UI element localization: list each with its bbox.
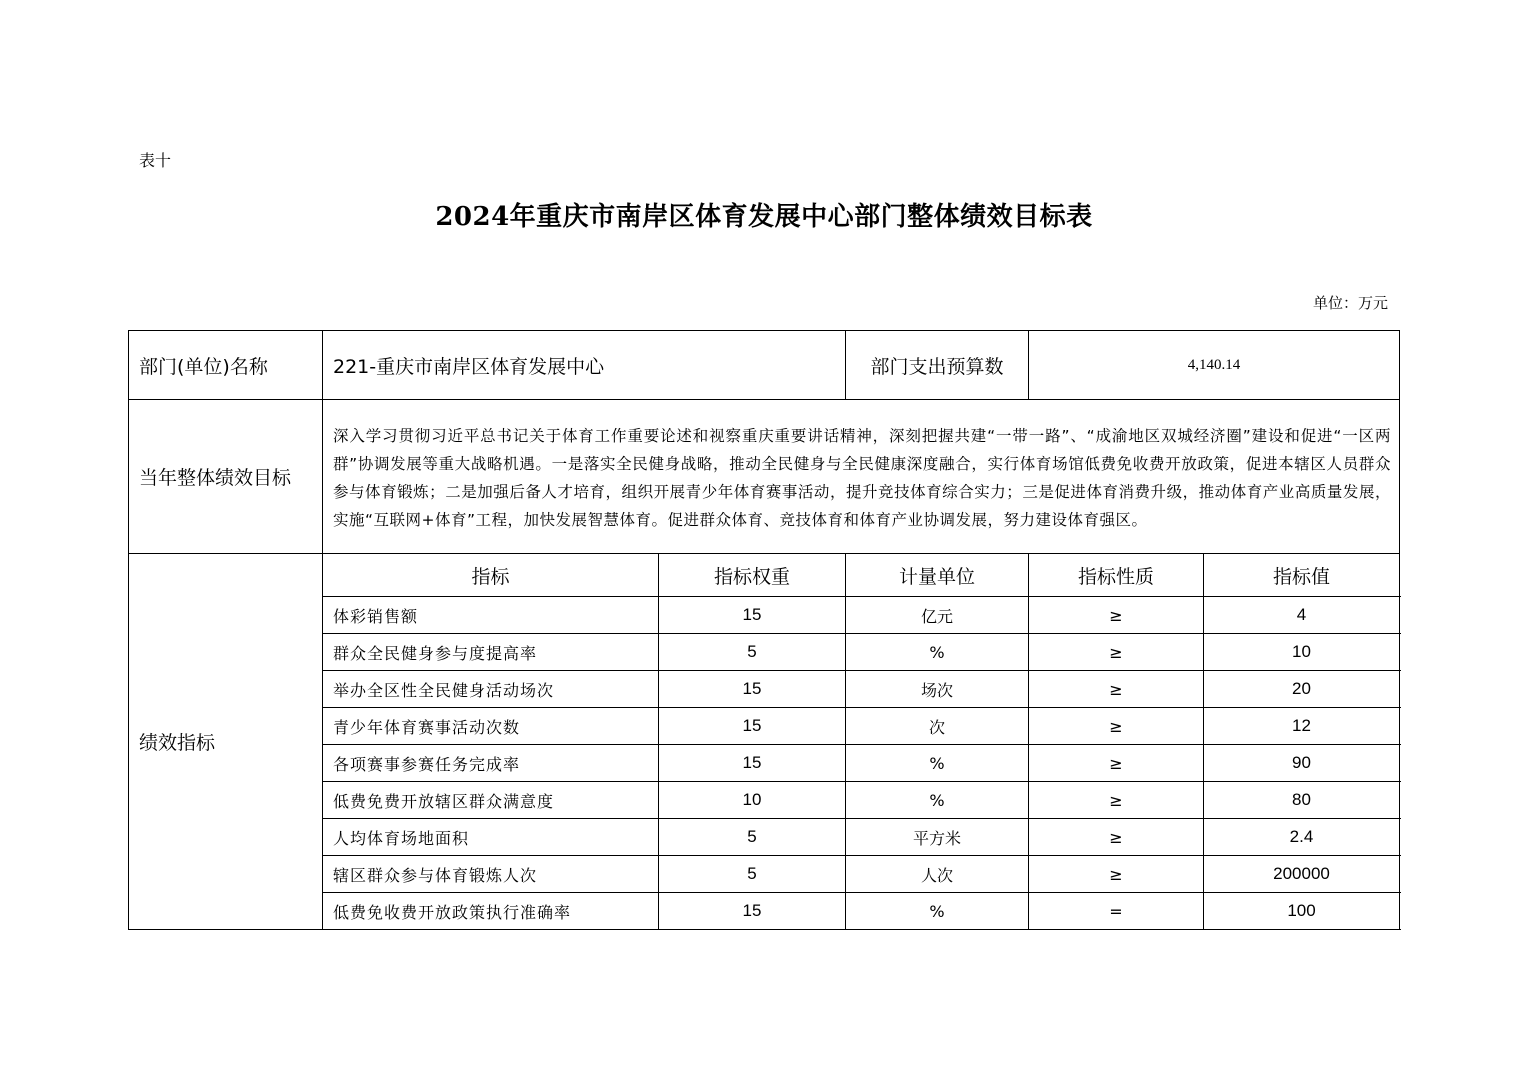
- indicator-name: 群众全民健身参与度提高率: [323, 634, 659, 671]
- indicator-weight: 15: [659, 597, 846, 634]
- indicator-name: 各项赛事参赛任务完成率: [323, 745, 659, 782]
- header-weight: 指标权重: [659, 554, 846, 597]
- indicator-unit: %: [846, 782, 1029, 819]
- indicator-name: 人均体育场地面积: [323, 819, 659, 856]
- indicator-weight: 10: [659, 782, 846, 819]
- indicator-nature: ≥: [1029, 634, 1204, 671]
- budget-label: 部门支出预算数: [846, 331, 1029, 400]
- indicator-name: 低费免费开放辖区群众满意度: [323, 782, 659, 819]
- goal-label: 当年整体绩效目标: [129, 400, 323, 554]
- indicator-unit: 亿元: [846, 597, 1029, 634]
- goal-text: 深入学习贯彻习近平总书记关于体育工作重要论述和视察重庆重要讲话精神，深刻把握共建“一带一路”、“成渝地区双城经济圈”建设和促进“一区两群”协调发展等重大战略机遇。一是落实全民健身战略，推动全民健身与全民健康深度融合，实行体育场馆低费免收费开放政策，促进本辖区人员群众参与体育锻炼；二是加强后备人才培育，组织开展青少年体育赛事活动，提升竞技体育综合实力；三是促进体育消费升级，推动体育产业高质量发展，实施“互联网+体育”工程，加快发展智慧体育。促进群众体育、竞技体育和体育产业协调发展，努力建设体育强区。: [323, 400, 1400, 554]
- indicator-weight: 15: [659, 708, 846, 745]
- indicator-weight: 5: [659, 819, 846, 856]
- dept-name-label: 部门(单位)名称: [129, 331, 323, 400]
- indicators-label: 绩效指标: [129, 554, 323, 930]
- indicator-value: 80: [1204, 782, 1400, 819]
- indicator-unit: 平方米: [846, 819, 1029, 856]
- indicator-value: 100: [1204, 893, 1400, 930]
- indicator-value: 10: [1204, 634, 1400, 671]
- table-label: 表十: [139, 151, 172, 170]
- dept-row: [129, 331, 1400, 400]
- indicator-value: 12: [1204, 708, 1400, 745]
- indicator-name: 低费免收费开放政策执行准确率: [323, 893, 659, 930]
- indicator-value: 20: [1204, 671, 1400, 708]
- indicator-nature: ≥: [1029, 708, 1204, 745]
- indicator-nature: ≥: [1029, 782, 1204, 819]
- indicator-nature: =: [1029, 893, 1204, 930]
- indicator-weight: 5: [659, 856, 846, 893]
- indicator-header-row: [129, 554, 1400, 597]
- indicator-weight: 15: [659, 745, 846, 782]
- indicator-name: 举办全区性全民健身活动场次: [323, 671, 659, 708]
- indicator-unit: %: [846, 893, 1029, 930]
- indicator-value: 4: [1204, 597, 1400, 634]
- indicator-nature: ≥: [1029, 819, 1204, 856]
- indicator-weight: 15: [659, 671, 846, 708]
- indicator-nature: ≥: [1029, 671, 1204, 708]
- indicator-name: 体彩销售额: [323, 597, 659, 634]
- indicator-nature: ≥: [1029, 745, 1204, 782]
- budget-value: 4,140.14: [1029, 331, 1400, 400]
- indicator-name: 青少年体育赛事活动次数: [323, 708, 659, 745]
- indicator-nature: ≥: [1029, 856, 1204, 893]
- indicator-value: 90: [1204, 745, 1400, 782]
- page-title: 2024年重庆市南岸区体育发展中心部门整体绩效目标表: [435, 202, 1093, 232]
- indicator-nature: ≥: [1029, 597, 1204, 634]
- indicator-value: 2.4: [1204, 819, 1400, 856]
- header-value: 指标值: [1204, 554, 1400, 597]
- indicator-unit: %: [846, 634, 1029, 671]
- dept-name-value: 221-重庆市南岸区体育发展中心: [323, 331, 846, 400]
- unit-note: 单位：万元: [1312, 294, 1388, 312]
- indicator-name: 辖区群众参与体育锻炼人次: [323, 856, 659, 893]
- indicator-unit: 人次: [846, 856, 1029, 893]
- performance-target-table: [128, 330, 1400, 930]
- indicator-value: 200000: [1204, 856, 1400, 893]
- indicator-weight: 15: [659, 893, 846, 930]
- header-nature: 指标性质: [1029, 554, 1204, 597]
- indicator-unit: 次: [846, 708, 1029, 745]
- header-unit: 计量单位: [846, 554, 1029, 597]
- indicator-unit: %: [846, 745, 1029, 782]
- indicator-unit: 场次: [846, 671, 1029, 708]
- goal-row: [129, 400, 1400, 554]
- header-indicator: 指标: [323, 554, 659, 597]
- indicator-weight: 5: [659, 634, 846, 671]
